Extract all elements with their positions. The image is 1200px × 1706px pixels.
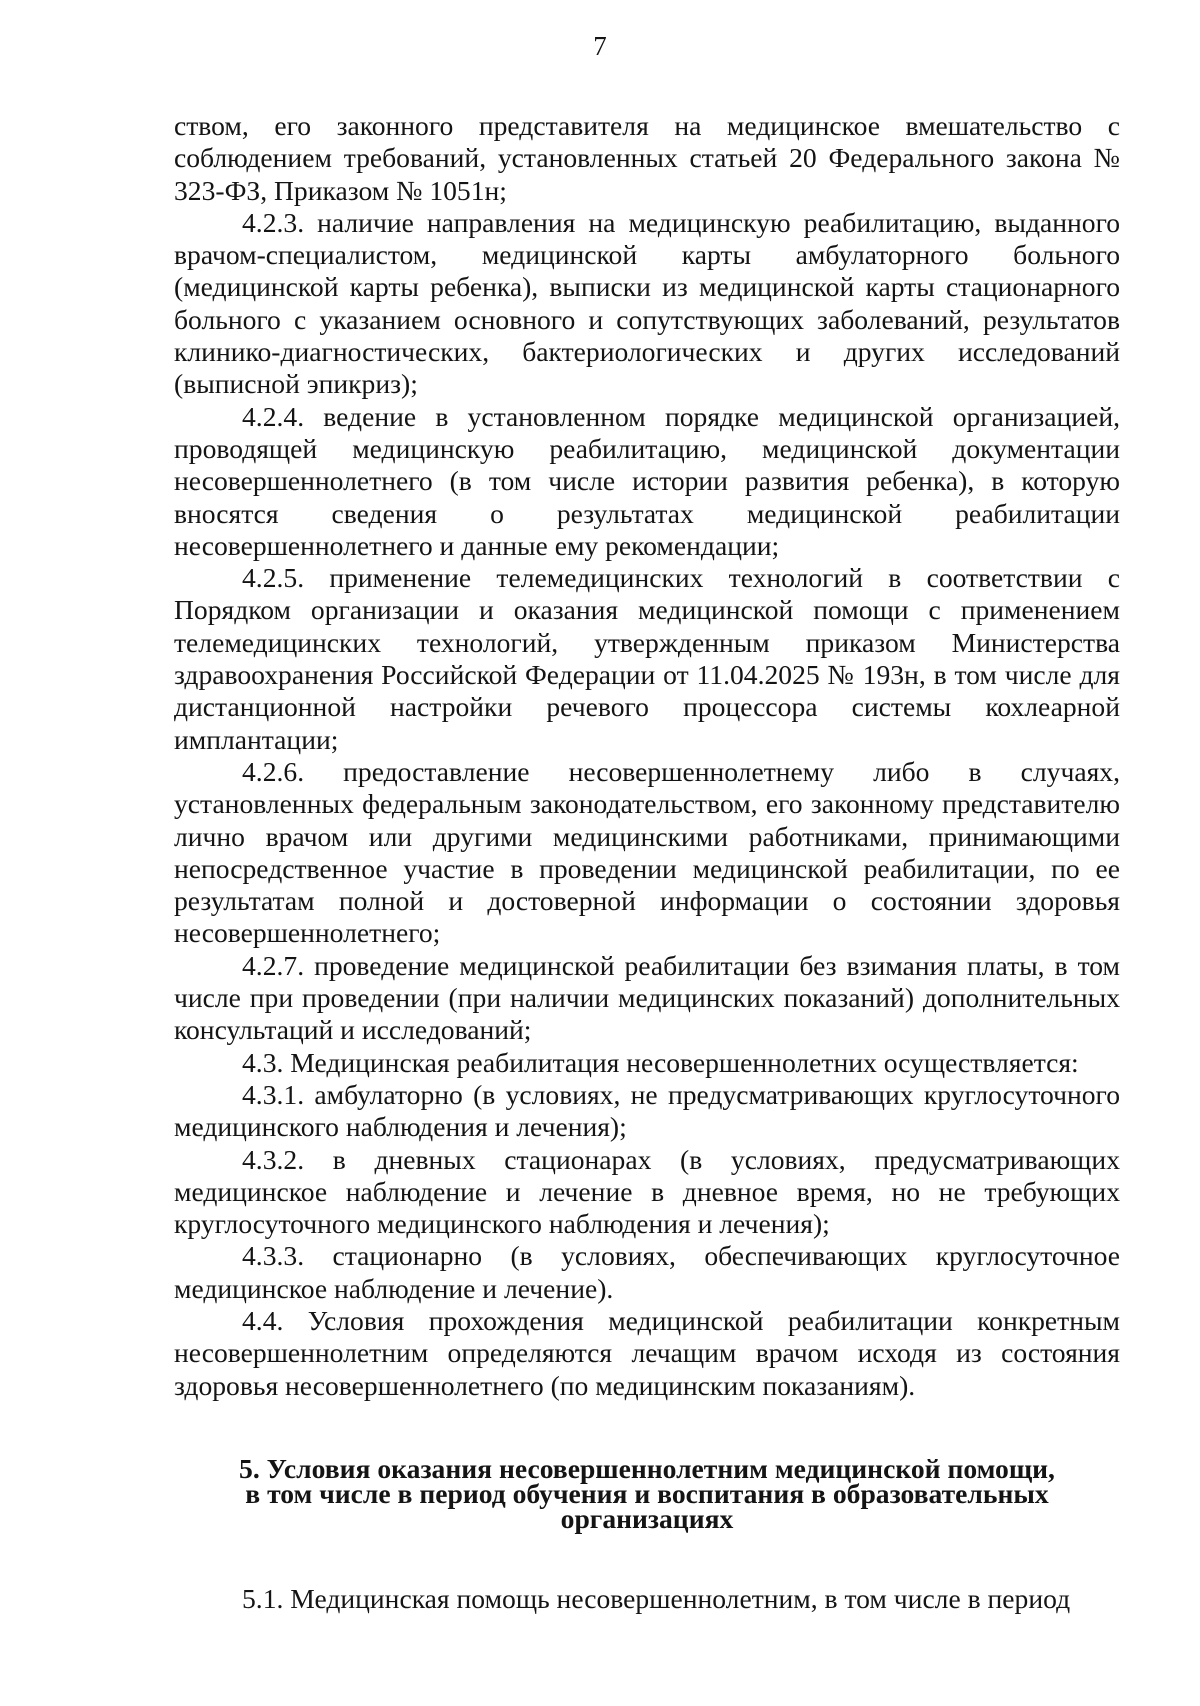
paragraph-5-1: 5.1. Медицинская помощь несовершеннолетним, в том числе в период (242, 1582, 1071, 1614)
paragraph-4-3: 4.3. Медицинская реабилитация несовершеннолетних осуществляется: (242, 1046, 1079, 1078)
section-heading-line: 5. Условия оказания несовершеннолетним медицинской помощи, (239, 1452, 1055, 1484)
section-heading-line: в том числе в период обучения и воспитания в образовательных (245, 1477, 1049, 1509)
paragraph-continuation: ством, его законного представителя на медицинское вмешательство с соблюдением требований, установленных статьей 20 Федерального закона № 323-ФЗ, Приказом № 1051н; (174, 110, 1120, 206)
page-number: 7 (593, 31, 607, 61)
paragraph-4-3-2: 4.3.2. в дневных стационарах (в условиях, предусматривающих медицинское наблюдение и лечение в дневное время, но не требующих круглосуточного медицинского наблюдения и лечения); (174, 1143, 1120, 1240)
paragraph-4-3-3: 4.3.3. стационарно (в условиях, обеспечивающих круглосуточное медицинское наблюдение и лечение). (174, 1240, 1120, 1304)
section-heading-line: организациях (560, 1502, 734, 1534)
paragraph-4-2-7: 4.2.7. проведение медицинской реабилитации без взимания платы, в том числе при проведении (при наличии медицинских показаний) дополнительных консультаций и исследований; (174, 949, 1120, 1046)
paragraph-4-2-6: 4.2.6. предоставление несовершеннолетнему либо в случаях, установленных федеральным законодательством, его законному представителю лично врачом или другими медицинскими работниками, принимающими непосредственное участие в проведении медицинской реабилитации, по ее результатам полной и достоверной информации о состоянии здоровья несовершеннолетнего; (174, 755, 1120, 949)
document-body (174, 110, 1120, 1615)
paragraph-4-3-1: 4.3.1. амбулаторно (в условиях, не предусматривающих круглосуточного медицинского наблюдения и лечения); (174, 1078, 1120, 1143)
section-5-heading (174, 1402, 1120, 1583)
paragraph-4-2-4: 4.2.4. ведение в установленном порядке медицинской организацией, проводящей медицинскую реабилитацию, медицинской документации несовершеннолетнего (в том числе истории развития ребенка), в которую вносятся сведения о результатах медицинской реабилитации несовершеннолетнего и данные ему рекомендации; (174, 400, 1120, 561)
paragraph-4-2-3: 4.2.3. наличие направления на медицинскую реабилитацию, выданного врачом-специалистом, медицинской карты амбулаторного больного (медицинской карты ребенка), выписки из медицинской карты стационарного больного с указанием основного и сопутствующих заболеваний, результатов клинико-диагностических, бактериологических и других исследований (выписной эпикриз); (174, 206, 1120, 400)
paragraph-4-4: 4.4. Условия прохождения медицинской реабилитации конкретным несовершеннолетним определяются лечащим врачом исходя из состояния здоровья несовершеннолетнего (по медицинским показаниям). (174, 1304, 1120, 1401)
paragraph-4-2-5: 4.2.5. применение телемедицинских технологий в соответствии с Порядком организации и оказания медицинской помощи с применением телемедицинских технологий, утвержденным приказом Министерства здравоохранения Российской Федерации от 11.04.2025 № 193н, в том числе для дистанционной настройки речевого процессора системы кохлеарной имплантации; (174, 562, 1120, 755)
